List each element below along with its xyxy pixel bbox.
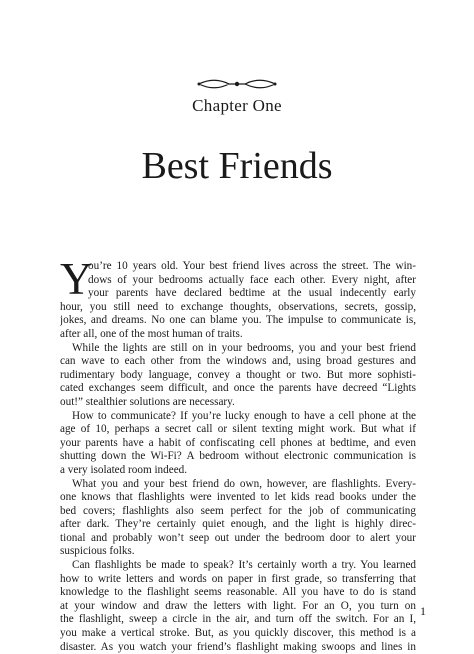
body-line: you make a vertical stroke. But, as you quickly discover, this method is a xyxy=(60,627,416,640)
body-line: suspicious folks. xyxy=(60,545,135,558)
body-line: after dark. They’re certainly quiet enough, and the light is highly direc- xyxy=(60,518,416,531)
body-line: rudimentary body language, convey a thought or two. But more sophisti- xyxy=(60,368,416,381)
chapter-ornament xyxy=(195,79,279,89)
body-line: at your window and draw the letters with light. For an O, you turn on xyxy=(60,599,416,612)
body-line: a very isolated room indeed. xyxy=(60,463,188,476)
body-line: bed covers; flashlights also seem perfect for the job of communicating xyxy=(60,504,416,517)
body-line: age of 10, perhaps a secret call or silent texting might work. But what if xyxy=(60,423,416,436)
body-line: out!” stealthier solutions are necessary. xyxy=(60,395,235,408)
body-line: Can flashlights be made to speak? It’s certainly worth a try. You learned xyxy=(72,559,416,572)
body-line: knowledge to the flashlight seems reasonable. All you have to do is stand xyxy=(60,586,416,599)
chapter-body xyxy=(60,254,416,654)
body-line: ou’re 10 years old. Your best friend lives across the street. The win- xyxy=(88,260,416,272)
chapter-label: Chapter One xyxy=(192,96,282,115)
body-line: one knows that flashlights were invented to let kids read books under the xyxy=(60,491,416,504)
chapter-title: Best Friends xyxy=(141,145,333,187)
page-number: 1 xyxy=(420,604,426,618)
body-line: jokes, and dreams. No one can blame you. The impulse to communicate is, xyxy=(60,314,416,327)
drop-cap: Y xyxy=(60,254,93,304)
body-line: tional and probably won’t seep out under the bedroom door to alert your xyxy=(60,531,416,544)
body-line: While the lights are still on in your bedrooms, you and your best friend xyxy=(72,341,416,354)
body-line: your parents have declared bedtime at the usual indecently early xyxy=(88,287,416,300)
body-line: your parents have a habit of confiscating cell phones at bedtime, and even xyxy=(60,436,416,449)
body-line: hour, you still need to exchange thoughts, observations, secrets, gossip, xyxy=(60,300,416,313)
body-line: how to write letters and words on paper in first grade, so transferring that xyxy=(60,572,416,585)
body-line: can wave to each other from the windows and, using broad gestures and xyxy=(60,355,416,368)
body-line: cated exchanges seem difficult, and once the parents have decreed “Lights xyxy=(60,382,416,395)
body-line: What you and your best friend do own, however, are flashlights. Every- xyxy=(72,477,416,490)
body-line: disaster. As you watch your friend’s flashlight making swoops and lines in xyxy=(60,640,416,653)
body-line: the flashlight, sweep a circle in the air, and turn off the switch. For an I, xyxy=(60,613,416,626)
body-line: How to communicate? If you’re lucky enough to have a cell phone at the xyxy=(72,409,416,422)
body-line: dows of your bedrooms actually face each other. Every night, after xyxy=(88,273,416,286)
body-line: after all, one of the most human of traits. xyxy=(60,327,243,340)
body-line: shutting down the Wi-Fi? A bedroom without electronic communication is xyxy=(60,450,416,463)
